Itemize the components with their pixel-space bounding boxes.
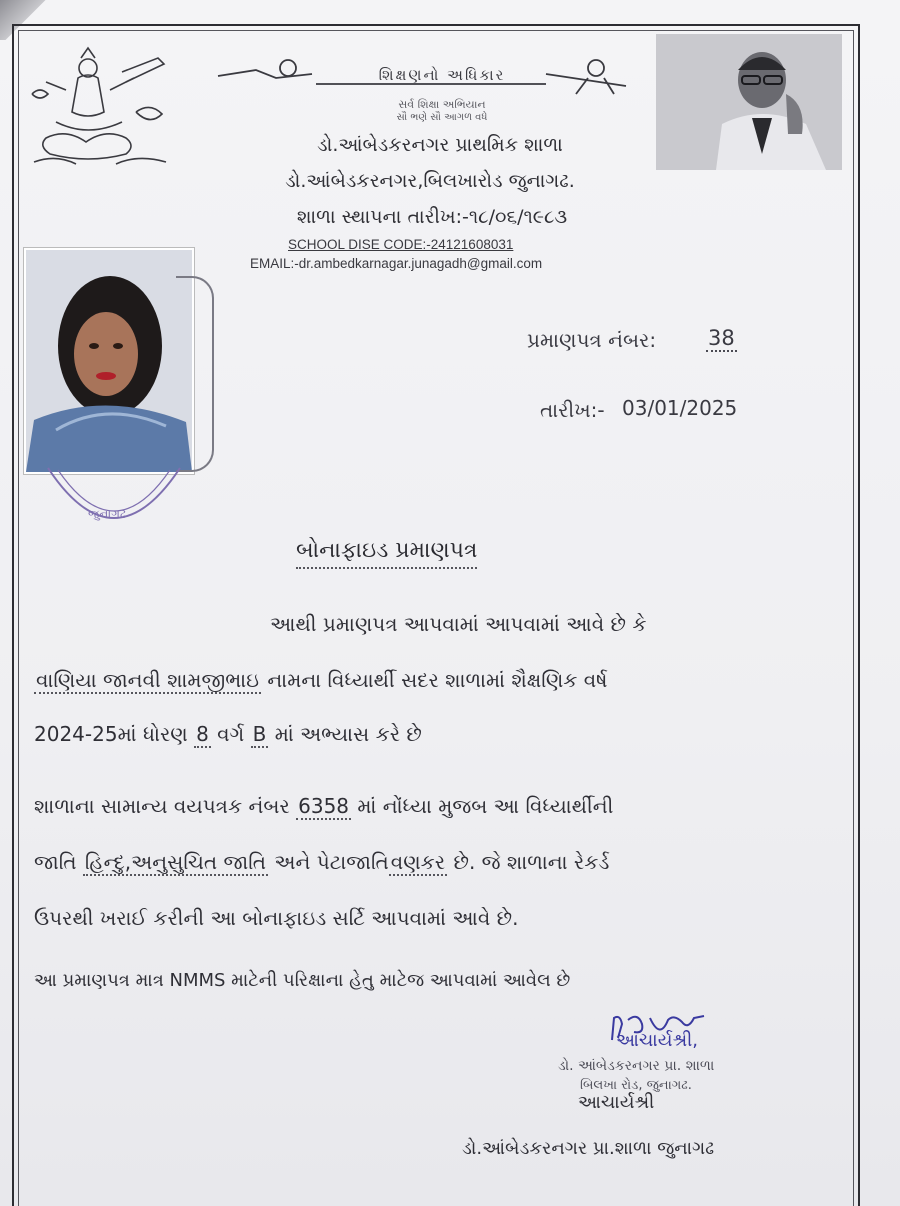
photo-outline: [176, 276, 214, 472]
body-line-3: [34, 722, 422, 746]
signature-title-handwritten: આચાર્યશ્રી,: [616, 1030, 698, 1051]
body-line-4: [34, 794, 613, 818]
date-label: તારીખ:-: [540, 398, 605, 422]
body-line-3-mid: વર્ગ: [210, 722, 251, 746]
saraswati-logo-icon: [26, 42, 176, 172]
ssa-tagline-1: સર્વ શિક્ષા અભિયાન: [398, 98, 486, 111]
body-line-4-pre: શાળાના સામાન્ય વયપત્રક નંબર: [34, 794, 297, 818]
ambedkar-portrait: [656, 34, 842, 170]
body-line-3-pre: 2024-25માં ધોરણ: [34, 722, 195, 746]
signature-stamp-line-2: બિલખા રોડ, જુનાગઢ.: [580, 1078, 692, 1093]
body-line-3-post: માં અભ્યાસ કરે છે: [268, 722, 422, 746]
school-email: EMAIL:-dr.ambedkarnagar.junagadh@gmail.com: [250, 256, 543, 271]
body-line-2: [34, 668, 607, 692]
document-title: બોનાફાઇડ પ્રમાણપત્ર: [296, 538, 477, 569]
standard-value: 8: [196, 722, 209, 746]
register-number: 6358: [298, 794, 350, 818]
certificate-number-label: પ્રમાણપત્ર નંબર:: [527, 328, 657, 352]
body-line-5-post: છે. જે શાળાના રેકર્ડ: [447, 850, 610, 874]
dise-code: SCHOOL DISE CODE:-24121608031: [288, 237, 514, 252]
body-line-5-mid: અને પેટાજાતિ: [268, 850, 389, 874]
body-line-1: આથી પ્રમાણપત્ર આપવામાં આપવામાં આવે છે કે: [270, 612, 647, 636]
division-value: B: [252, 722, 267, 746]
body-line-5: [34, 850, 609, 874]
subcaste-value: વણકર: [390, 850, 446, 874]
student-photo: [24, 248, 194, 474]
student-portrait-icon: [26, 250, 192, 472]
portrait-figure-icon: [656, 34, 842, 170]
founding-date: શાળા સ્થાપના તારીખ:-૧૮/૦૬/૧૯૮૩: [296, 206, 568, 228]
certificate-number-value: 38: [708, 326, 735, 350]
date-value: 03/01/2025: [622, 396, 738, 420]
signature-school-name: ડો.આંબેડકરનગર પ્રા.શાળા જુનાગઢ: [462, 1138, 715, 1159]
signature-stamp-line-1: ડો. આંબેડકરનગર પ્રા. શાળા: [558, 1058, 715, 1074]
ssa-tagline-2: સૌ ભણે સૌ આગળ વધે: [396, 112, 488, 123]
school-seal-icon: [44, 448, 184, 538]
school-address: ડો.આંબેડકરનગર,બિલખારોડ જુનાગઢ.: [285, 170, 575, 192]
body-line-4-post: માં નોંધ્યા મુજબ આ વિધ્યાર્થીની: [351, 794, 614, 818]
seal-text: જુનાગઢ: [88, 507, 126, 521]
body-line-7: આ પ્રમાણપત્ર માત્ર NMMS માટેની પરિક્ષાના હેતુ માટેજ આપવામાં આવેલ છે: [34, 970, 571, 991]
body-line-2-text: નામના વિધ્યાર્થી સદર શાળામાં શૈક્ષણિક વર્ષ: [261, 668, 608, 692]
student-name: વાણિયા જાનવી શામજીભાઇ: [36, 668, 260, 692]
principal-title: આચાર્યશ્રી: [578, 1092, 655, 1113]
rte-banner-text: શિક્ષણનો અધિકાર: [378, 66, 506, 84]
body-line-5-pre: જાતિ: [34, 850, 83, 874]
caste-value: હિન્દુ,અનુસુચિત જાતિ: [84, 850, 266, 874]
body-line-6: ઉપરથી ખરાઈ કરીની આ બોનાફાઇડ સર્ટિ આપવામાં આવે છે.: [34, 906, 519, 930]
school-name: ડો.આંબેડકરનગર પ્રાથમિક શાળા: [317, 134, 563, 156]
